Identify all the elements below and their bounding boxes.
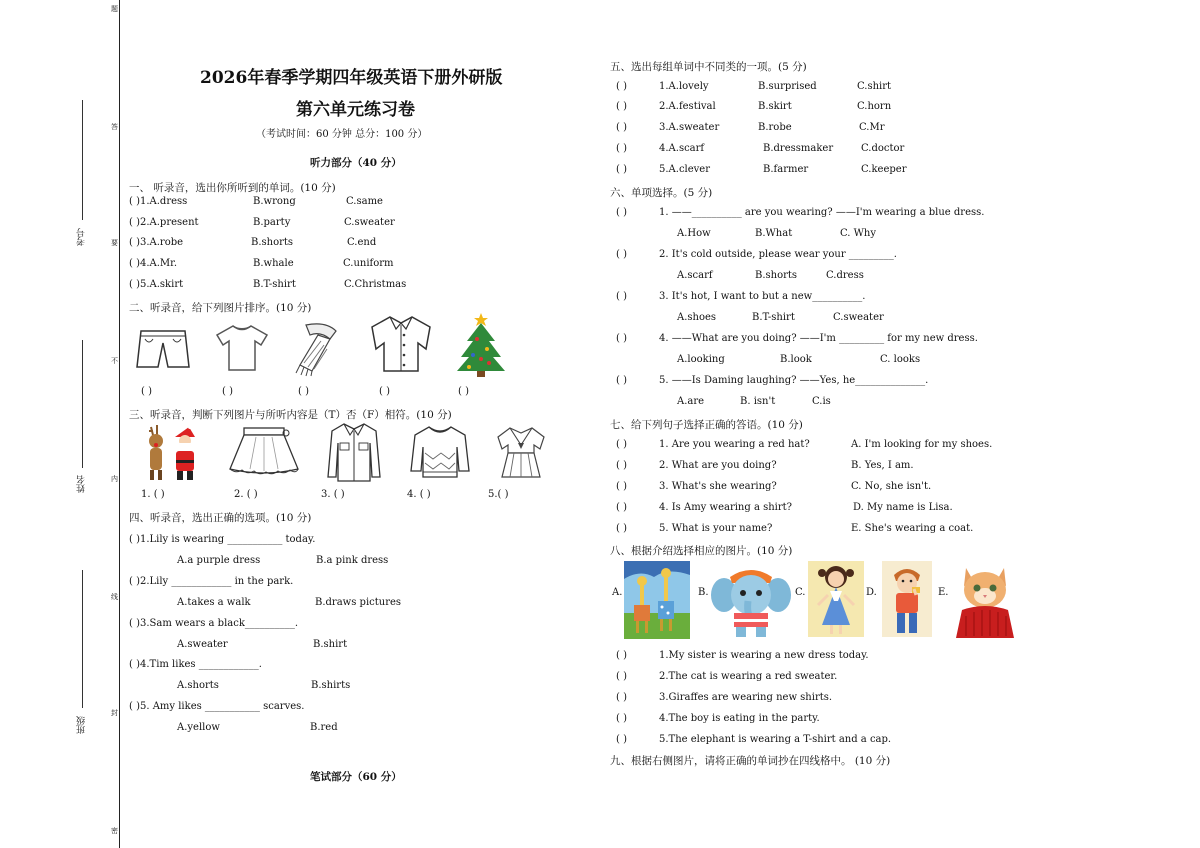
page-subtitle: 第六单元练习卷 xyxy=(296,100,415,120)
s5-paren[interactable]: ( ) xyxy=(616,81,627,92)
s5-option-c: C.Mr xyxy=(859,122,885,133)
s6-option-c: C.is xyxy=(812,396,831,407)
s1-item-b: B.whale xyxy=(253,258,294,269)
s6-option-b: B. isn't xyxy=(740,396,776,407)
section-2-title: 二、听录音，给下列图片排序。(10 分) xyxy=(129,302,312,314)
kaohao-label: 考号 xyxy=(77,228,87,246)
gutter-char: 题 xyxy=(111,5,118,13)
s7-answer: D. My name is Lisa. xyxy=(853,502,953,513)
s4-option-b: B.shirts xyxy=(311,680,351,691)
s4-option-b: B.red xyxy=(310,722,338,733)
s3-blank[interactable]: 1. ( ) xyxy=(141,489,165,500)
s8-paren[interactable]: ( ) xyxy=(616,671,627,682)
s1-item-c: C.uniform xyxy=(343,258,394,269)
cat-sweater-picture xyxy=(952,560,1018,638)
s4-option-a: A.takes a walk xyxy=(177,597,251,608)
s7-paren[interactable]: ( ) xyxy=(616,523,627,534)
s1-item-a: ( )1.A.dress xyxy=(129,196,188,207)
shorts-picture xyxy=(135,327,191,373)
s8-paren[interactable]: ( ) xyxy=(616,650,627,661)
s5-option-b: B.skirt xyxy=(758,101,792,112)
s4-question: ( )5. Amy likes ___________ scarves. xyxy=(129,701,305,712)
s7-question: 5. What is your name? xyxy=(659,523,773,534)
gutter-char: 不 xyxy=(111,357,118,365)
s6-option-a: A.looking xyxy=(677,354,725,365)
s7-answer: B. Yes, I am. xyxy=(851,460,914,471)
elephant-picture xyxy=(710,565,792,639)
gutter-char: 封 xyxy=(111,709,118,717)
exam-info: （考试时间：60 分钟 总分：100 分） xyxy=(256,129,428,140)
s6-option-c: C.sweater xyxy=(833,312,884,323)
gutter-char: 要 xyxy=(111,239,118,247)
s1-item-c: C.sweater xyxy=(344,217,395,228)
s7-question: 3. What's she wearing? xyxy=(659,481,777,492)
s7-paren[interactable]: ( ) xyxy=(616,439,627,450)
s4-option-b: B.shirt xyxy=(313,639,348,650)
s6-question: 5. ——Is Daming laughing? ——Yes, he______________. xyxy=(659,375,929,386)
s8-sentence: 1.My sister is wearing a new dress today. xyxy=(659,650,869,661)
s5-option-a: 1.A.lovely xyxy=(659,81,709,92)
s1-item-a: ( )2.A.present xyxy=(129,217,199,228)
s6-option-c: C. looks xyxy=(880,354,921,365)
s1-item-c: C.same xyxy=(346,196,383,207)
s5-option-c: C.keeper xyxy=(861,164,907,175)
s7-answer: C. No, she isn't. xyxy=(851,481,932,492)
boy-eating-picture xyxy=(882,561,932,637)
s7-answer: A. I'm looking for my shoes. xyxy=(851,439,993,450)
s3-blank[interactable]: 3. ( ) xyxy=(321,489,345,500)
gutter-char: 线 xyxy=(111,593,118,601)
s6-paren[interactable]: ( ) xyxy=(616,291,627,302)
gutter-char: 内 xyxy=(111,475,118,483)
s5-paren[interactable]: ( ) xyxy=(616,122,627,133)
s5-option-a: 4.A.scarf xyxy=(659,143,705,154)
s6-option-a: A.are xyxy=(677,396,705,407)
section-3-title: 三、听录音，判断下列图片与所听内容是（T）否（F）相符。(10 分) xyxy=(129,409,452,421)
s1-item-a: ( )5.A.skirt xyxy=(129,279,184,290)
listening-title: 听力部分（40 分） xyxy=(310,157,402,169)
s7-question: 4. Is Amy wearing a shirt? xyxy=(659,502,793,513)
s8-sentence: 4.The boy is eating in the party. xyxy=(659,713,820,724)
uniform-picture xyxy=(494,425,548,481)
page-title: 2026年春季学期四年级英语下册外研版 xyxy=(200,68,503,88)
s6-paren[interactable]: ( ) xyxy=(616,249,627,260)
s6-option-b: B.What xyxy=(755,228,793,239)
s1-item-b: B.party xyxy=(253,217,291,228)
scarf-picture xyxy=(292,321,346,377)
s2-blank[interactable]: ( ) xyxy=(379,386,390,397)
s4-question: ( )3.Sam wears a black__________. xyxy=(129,618,299,629)
section-6-title: 六、单项选择。(5 分) xyxy=(610,187,713,199)
s6-option-b: B.look xyxy=(780,354,812,365)
s1-item-c: C.Christmas xyxy=(344,279,407,290)
skirt-picture xyxy=(226,425,302,477)
s1-item-b: B.wrong xyxy=(253,196,296,207)
s6-option-b: B.T-shirt xyxy=(752,312,795,323)
s4-question: ( )4.Tim likes ____________. xyxy=(129,659,262,670)
s6-option-a: A.How xyxy=(677,228,711,239)
s8-sentence: 2.The cat is wearing a red sweater. xyxy=(659,671,838,682)
s5-option-c: C.doctor xyxy=(861,143,905,154)
s1-item-b: B.shorts xyxy=(251,237,294,248)
s8-label: D. xyxy=(866,587,877,598)
s4-option-a: A.a purple dress xyxy=(177,555,261,566)
giraffes-picture xyxy=(624,561,690,639)
writing-title: 笔试部分（60 分） xyxy=(310,771,402,783)
sweater-picture xyxy=(409,423,471,481)
s6-option-a: A.scarf xyxy=(677,270,713,281)
s6-option-c: C.dress xyxy=(826,270,864,281)
s5-option-b: B.robe xyxy=(758,122,792,133)
banji-label: 班级 xyxy=(77,716,87,734)
santa-reindeer-picture xyxy=(143,423,205,483)
s2-blank[interactable]: ( ) xyxy=(222,386,233,397)
s8-label: E. xyxy=(938,587,949,598)
s1-item-a: ( )3.A.robe xyxy=(129,237,184,248)
s5-option-c: C.horn xyxy=(857,101,892,112)
girl-dress-picture xyxy=(808,561,864,637)
section-7-title: 七、给下列句子选择正确的答语。(10 分) xyxy=(610,419,803,431)
s4-option-a: A.shorts xyxy=(177,680,219,691)
s8-paren[interactable]: ( ) xyxy=(616,692,627,703)
s5-option-b: B.surprised xyxy=(758,81,817,92)
t-shirt-picture xyxy=(215,323,269,373)
christmas-tree-picture xyxy=(455,311,507,379)
s2-blank[interactable]: ( ) xyxy=(458,386,469,397)
s3-blank[interactable]: 5.( ) xyxy=(488,489,509,500)
s2-blank[interactable]: ( ) xyxy=(298,386,309,397)
s6-option-b: B.shorts xyxy=(755,270,798,281)
s8-sentence: 3.Giraffes are wearing new shirts. xyxy=(659,692,833,703)
s4-question: ( )1.Lily is wearing ___________ today. xyxy=(129,534,316,545)
s7-question: 1. Are you wearing a red hat? xyxy=(659,439,810,450)
s5-option-a: 5.A.clever xyxy=(659,164,711,175)
s7-paren[interactable]: ( ) xyxy=(616,481,627,492)
s6-paren[interactable]: ( ) xyxy=(616,375,627,386)
banji-line[interactable] xyxy=(82,570,83,708)
s7-paren[interactable]: ( ) xyxy=(616,460,627,471)
s1-item-b: B.T-shirt xyxy=(253,279,296,290)
s4-question: ( )2.Lily ____________ in the park. xyxy=(129,576,294,587)
s7-question: 2. What are you doing? xyxy=(659,460,777,471)
s6-paren[interactable]: ( ) xyxy=(616,207,627,218)
s5-option-b: B.dressmaker xyxy=(763,143,834,154)
s6-question: 4. ——What are you doing? ——I'm _________ for my new dress. xyxy=(659,333,978,344)
s8-label: C. xyxy=(795,587,806,598)
s3-blank[interactable]: 4. ( ) xyxy=(407,489,431,500)
s4-option-b: B.a pink dress xyxy=(316,555,389,566)
section-9-title: 九、根据右侧图片，请将正确的单词抄在四线格中。 (10 分) xyxy=(610,755,891,767)
section-8-title: 八、根据介绍选择相应的图片。(10 分) xyxy=(610,545,793,557)
s8-paren[interactable]: ( ) xyxy=(616,734,627,745)
s5-paren[interactable]: ( ) xyxy=(616,143,627,154)
s5-option-c: C.shirt xyxy=(857,81,892,92)
s8-label: B. xyxy=(698,587,709,598)
s4-option-a: A.sweater xyxy=(177,639,228,650)
s7-answer: E. She's wearing a coat. xyxy=(851,523,974,534)
s5-option-a: 2.A.festival xyxy=(659,101,716,112)
section-4-title: 四、听录音，选出正确的选项。(10 分) xyxy=(129,512,312,524)
s6-question: 3. It's hot, I want to but a new__________. xyxy=(659,291,866,302)
s1-item-c: C.end xyxy=(347,237,377,248)
s6-option-c: C. Why xyxy=(840,228,877,239)
s5-paren[interactable]: ( ) xyxy=(616,101,627,112)
kaohao-line[interactable] xyxy=(82,100,83,220)
s6-question: 2. It's cold outside, please wear your _________. xyxy=(659,249,897,260)
s6-paren[interactable]: ( ) xyxy=(616,333,627,344)
s1-item-a: ( )4.A.Mr. xyxy=(129,258,178,269)
binding-line xyxy=(119,0,120,848)
gutter-char: 答 xyxy=(111,123,118,131)
s7-paren[interactable]: ( ) xyxy=(616,502,627,513)
s5-option-a: 3.A.sweater xyxy=(659,122,720,133)
s3-blank[interactable]: 2. ( ) xyxy=(234,489,258,500)
s4-option-b: B.draws pictures xyxy=(315,597,402,608)
gutter-char: 密 xyxy=(111,827,118,835)
s8-paren[interactable]: ( ) xyxy=(616,713,627,724)
long-shirt-picture xyxy=(326,421,382,483)
s5-paren[interactable]: ( ) xyxy=(616,164,627,175)
xingming-label: 姓名 xyxy=(77,475,87,493)
s4-option-a: A.yellow xyxy=(177,722,220,733)
s2-blank[interactable]: ( ) xyxy=(141,386,152,397)
xingming-line[interactable] xyxy=(82,340,83,468)
shirt-picture xyxy=(368,313,434,375)
s5-option-b: B.farmer xyxy=(763,164,809,175)
s8-label: A. xyxy=(612,587,623,598)
s6-option-a: A.shoes xyxy=(677,312,717,323)
s6-question: 1. ——__________ are you wearing? ——I'm wearing a blue dress. xyxy=(659,207,985,218)
section-1-title: 一、 听录音，选出你所听到的单词。(10 分) xyxy=(129,182,336,194)
s8-sentence: 5.The elephant is wearing a T-shirt and a cap. xyxy=(659,734,892,745)
section-5-title: 五、选出每组单词中不同类的一项。(5 分) xyxy=(610,61,807,73)
